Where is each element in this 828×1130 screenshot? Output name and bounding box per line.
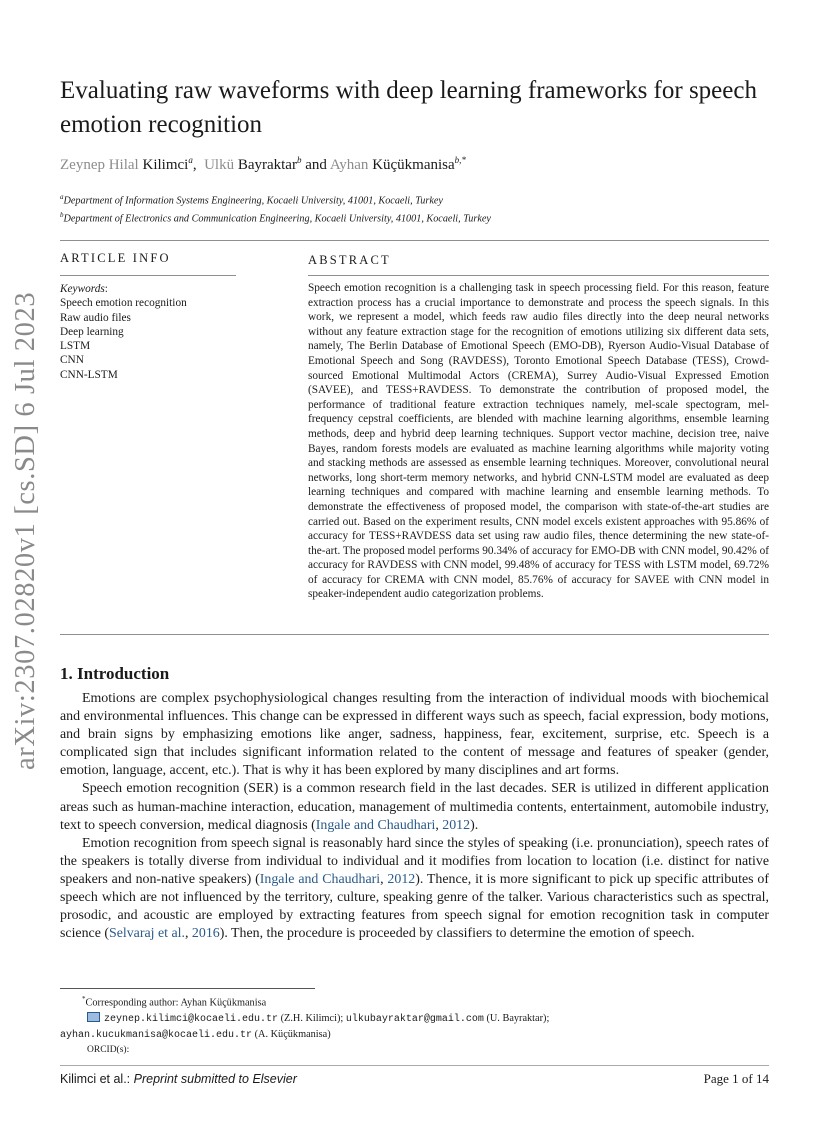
email-link[interactable]: ayhan.kucukmanisa@kocaeli.edu.tr [60, 1030, 253, 1042]
citation-year-link[interactable]: 2016 [191, 926, 220, 942]
corresponding-author: Corresponding author: Ayhan Küçükmanisa [85, 997, 267, 1009]
abstract-text: Speech emotion recognition is a challenging task in speech processing field. For this reason, feature extraction process has a crucial importance to demonstrate and process the speech signals. In this work, we represent a model, which feeds raw audio files directly into the deep neural networks without any feature extraction stage for the recognition of emotions utilizing six different data sets, namely, The Berlin Database of Emotional Speech (EMO-DB), Ryerson Audio-Visual Database of Emotional Speech and Song (RAVDESS), Toronto Emotional Speech Database (TESS), Crowd-sourced Emotional Multimodal Actors (CREMA), Surrey Audio-Visual Expressed Emotion (SAVEE), and TESS+RAVDESS. To demonstrate the contribution of proposed model, the performance of traditional feature extraction techniques namely, mel-scale spectogram, mel-frequency cepstral coefficients, are blended with machine learning algorithms, ensemble learning methods, deep and hybrid deep learning techniques. Support vector machine, decision tree, naive Bayes, random forests models are evaluated as machine learning algorithms while majority voting and stacking methods are assessed as ensemble learning techniques. Moreover, convolutional neural networks, long short-term memory networks, and hybrid CNN-LSTM model are evaluated as deep learning techniques and compared with machine learning and ensemble learning methods. To demonstrate the effectiveness of proposed model, the comparison with state-of-the-art studies are carried out. Based on the experiment results, CNN model excels existent approaches with 95.86% of accuracy for TESS+RAVDESS data set using raw audio files, thence determining the new state-of-the-art. The proposed model performs 90.34% of accuracy for EMO-DB with CNN model, 90.42% of accuracy for RAVDESS with CNN model, 99.48% of accuracy for TESS with LSTM model, 69.72% of accuracy for CREMA with CNN model, 85.76% of accuracy for SAVEE with CNN model in speaker-independent audio categorization problems. [308, 282, 769, 601]
affiliation-text: Department of Electronics and Communication Engineering, Kocaeli University, 41001, Kocaeli, Turkey [63, 213, 491, 225]
footer-note: Preprint submitted to Elsevier [133, 1072, 297, 1086]
introduction-body [60, 690, 769, 943]
footer-authors: Kilimci et al.: [60, 1072, 131, 1086]
section-heading: 1. Introduction [60, 664, 170, 683]
citation-link[interactable]: Selvaraj et al. [108, 926, 185, 942]
affiliation [60, 211, 491, 224]
email-link[interactable]: zeynep.kilimci@kocaeli.edu.tr [104, 1013, 279, 1025]
paragraph: Emotion recognition from speech signal is reasonably hard since the styles of speaking (i.e. pronunciation), speech rates of the speakers is totally diverse from individual to individual and it modifies from location to location (i.e. distinct for native speakers and non-native speakers) (Ingale and Chaudhari, 2012). Thence, it is more significant to pick up specific attributes of speech which are not influenced by the territory, culture, speaking genre of the talker. Various characteristics such as spectral, prosodic, and acoustic are employed by extracting features from speech signal for emotion recognition task in computer science (Selvaraj et al., 2016). Then, the procedure is proceeded by classifiers to determine the emotion of speech. [60, 835, 769, 942]
author-first-name: Ulkü [204, 157, 235, 173]
keywords-list: Keywords: Speech emotion recognition Raw audio files Deep learning LSTM CNN CNN-LSTM [60, 283, 187, 381]
author-last-name: Küçükmanisa [372, 157, 455, 173]
keyword: Raw audio files [60, 311, 131, 324]
author-last-name: Kilimci [142, 157, 189, 173]
paragraph: Emotions are complex psychophysiological changes resulting from the interaction of individual moods with biochemical and environmental influences. This change can be expressed in different ways such as speech, facial expression, body motions, and brain signs by emphasizing emotions like anger, sadness, happiness, fear, excitement, surprise, etc. Speech is a complicated sign that includes significant information related to the content of message and features of speaker (gender, emotion, language, accent, etc.). That is why it has been explored by many disciplines and art forms. [60, 691, 769, 779]
footnote: *Corresponding author: Ayhan Küçükmanisa zeynep.kilimci@kocaeli.edu.tr (Z.H. Kilimci); ulkubayraktar@gmail.com (U. Bayraktar); ayhan.kucukmanisa@kocaeli.edu.tr (A. Küçükmanisa) ORCID(s): [60, 992, 769, 1059]
envelope-icon [87, 1012, 100, 1022]
citation-year-link[interactable]: 2012 [387, 871, 416, 887]
footer-left [60, 1072, 297, 1086]
citation-link[interactable]: Ingale and Chaudhari [259, 871, 381, 887]
author-conjunction: and [305, 157, 327, 173]
paragraph-text: Emotion recognition from speech signal is reasonably hard since the styles of speaking (i.e. pronunciation), speech rates of the speakers is totally diverse from individual to individual and it modifies from location to location (i.e. distinct for native speakers and non-native speakers) ( [60, 835, 769, 887]
divider [60, 634, 769, 635]
keyword: CNN-LSTM [60, 368, 118, 381]
keyword: LSTM [60, 340, 91, 353]
email-owner: (Z.H. Kilimci); [280, 1012, 344, 1024]
citation-link[interactable]: Ingale and Chaudhari [315, 817, 436, 833]
abstract-heading: ABSTRACT [308, 253, 391, 267]
email-owner: (U. Bayraktar); [486, 1012, 550, 1024]
article-info-heading: ARTICLE INFO [60, 251, 171, 265]
paragraph-text: ). [470, 817, 479, 833]
orcid-label: ORCID(s): [87, 1045, 130, 1056]
email-owner: (A. Küçükmanisa) [254, 1029, 331, 1041]
arxiv-stamp: arXiv:2307.02820v1 [cs.SD] 6 Jul 2023 [10, 291, 41, 770]
keyword: Deep learning [60, 325, 124, 338]
email-link[interactable]: ulkubayraktar@gmail.com [345, 1013, 484, 1025]
keywords-label: Keywords [60, 283, 105, 295]
author-list: Zeynep Hilal Kilimci$^a$, Ulkü Bayraktar$^b$ and Ayhan Küçükmanisa$^{b,*}$ [60, 155, 466, 173]
affiliation-mark: a [60, 193, 64, 201]
paragraph-text: Speech emotion recognition (SER) is a common research field in the last decades. SER is utilized in different application areas such as human-machine interaction, education, management of multimedia contents, entertainment, automobile industry, text to speech conversion, medical diagnosis ( [60, 781, 769, 833]
divider [60, 275, 236, 276]
affiliation-mark: b [60, 211, 64, 219]
author-last-name: Bayraktar [237, 157, 297, 173]
divider [60, 1065, 769, 1066]
divider [308, 275, 769, 276]
paragraph-text: ). Then, the procedure is proceeded by classifiers to determine the emotion of speech. [219, 926, 695, 942]
keyword: CNN [60, 354, 84, 367]
paragraph: Speech emotion recognition (SER) is a common research field in the last decades. SER is utilized in different application areas such as human-machine interaction, education, management of multimedia contents, entertainment, automobile industry, text to speech conversion, medical diagnosis (Ingale and Chaudhari, 2012). [60, 781, 769, 833]
paragraph-text: ). Thence, it is more significant to pick up specific attributes of speech which are not influenced by the territory, culture, speaking genre of the talker. Various characteristics such as spectral, prosodic, and acoustic are employed by extracting features from speech signal for emotion recognition task in computer science ( [60, 871, 769, 942]
affiliation [60, 193, 443, 206]
page-number: Page 1 of 14 [703, 1071, 769, 1086]
affiliation-text: Department of Information Systems Engineering, Kocaeli University, 41001, Kocaeli, Turkey [63, 195, 443, 207]
author-affiliation-mark: a [188, 155, 193, 165]
paper-title: Evaluating raw waveforms with deep learning frameworks for speech emotion recognition [60, 77, 757, 138]
author-affiliation-mark: b,* [454, 155, 466, 165]
author-affiliation-mark: b [296, 155, 302, 165]
keyword: Speech emotion recognition [60, 297, 187, 310]
author-first-name: Zeynep Hilal [60, 157, 139, 173]
author-first-name: Ayhan [329, 157, 369, 173]
citation-year-link[interactable]: 2012 [442, 817, 471, 833]
divider [60, 240, 769, 241]
footnote-rule [60, 988, 315, 989]
